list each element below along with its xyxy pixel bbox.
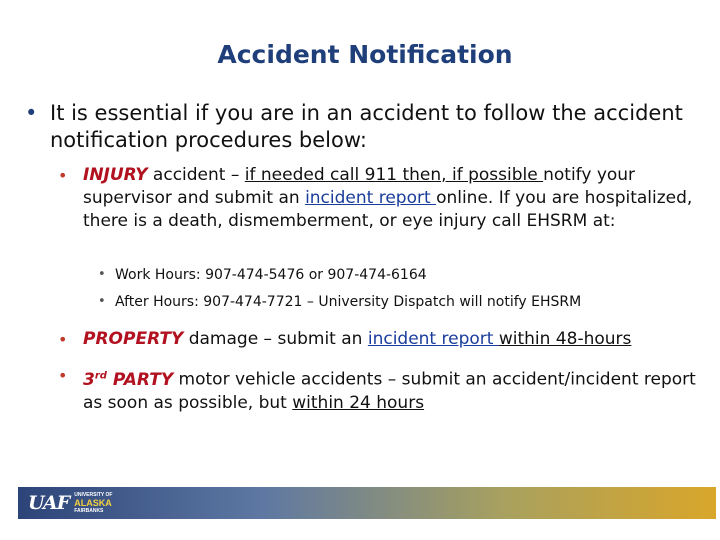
- injury-bullet: [58, 164, 698, 233]
- bullet-icon: •: [25, 101, 38, 125]
- uaf-logo-mark: UAF: [28, 492, 70, 514]
- third-party-label: 3rd PARTY: [83, 369, 174, 390]
- bullet-icon: •: [58, 366, 68, 385]
- third-party-bullet: [58, 364, 698, 415]
- after-hours-text: After Hours: 907-474-7721 – University Dispatch will notify EHSRM: [115, 294, 582, 310]
- property-label: PROPERTY: [83, 329, 184, 349]
- work-hours-text: Work Hours: 907-474-5476 or 907-474-6164: [115, 267, 427, 283]
- bullet-icon: •: [58, 330, 68, 349]
- incident-report-link[interactable]: incident report: [305, 188, 437, 208]
- work-hours-bullet: [98, 266, 698, 284]
- property-text: PROPERTY damage – submit an incident report within 48-hours: [83, 329, 632, 349]
- injury-label: INJURY: [83, 165, 148, 185]
- third-party-deadline: within 24 hours: [292, 392, 425, 413]
- bullet-icon: •: [98, 294, 106, 309]
- injury-text: INJURY accident – if needed call 911 then, if possible notify your supervisor and submit an incident report online. If you are hospitalized, there is a death, dismemberment, or eye injury call EHSRM at:: [83, 165, 693, 231]
- property-deadline: within 48-hours: [498, 329, 632, 349]
- after-hours-bullet: [98, 293, 698, 311]
- slide-title: Accident Notification: [217, 40, 513, 69]
- bullet-icon: •: [98, 267, 106, 282]
- intro-bullet: [25, 100, 705, 154]
- call-911-instruction: if needed call 911 then, if possible: [244, 165, 544, 185]
- property-bullet: [58, 328, 698, 351]
- bullet-icon: •: [58, 166, 68, 185]
- uaf-logo-text: UNIVERSITY OF ALASKA FAIRBANKS: [74, 492, 113, 514]
- intro-text: It is essential if you are in an accident to follow the accident notification procedures below:: [50, 101, 683, 152]
- uaf-logo: [28, 489, 123, 517]
- third-party-text: 3rd PARTY motor vehicle accidents – submit an accident/incident report as soon as possible, but within 24 hours: [83, 369, 696, 413]
- incident-report-link[interactable]: incident report: [367, 329, 499, 349]
